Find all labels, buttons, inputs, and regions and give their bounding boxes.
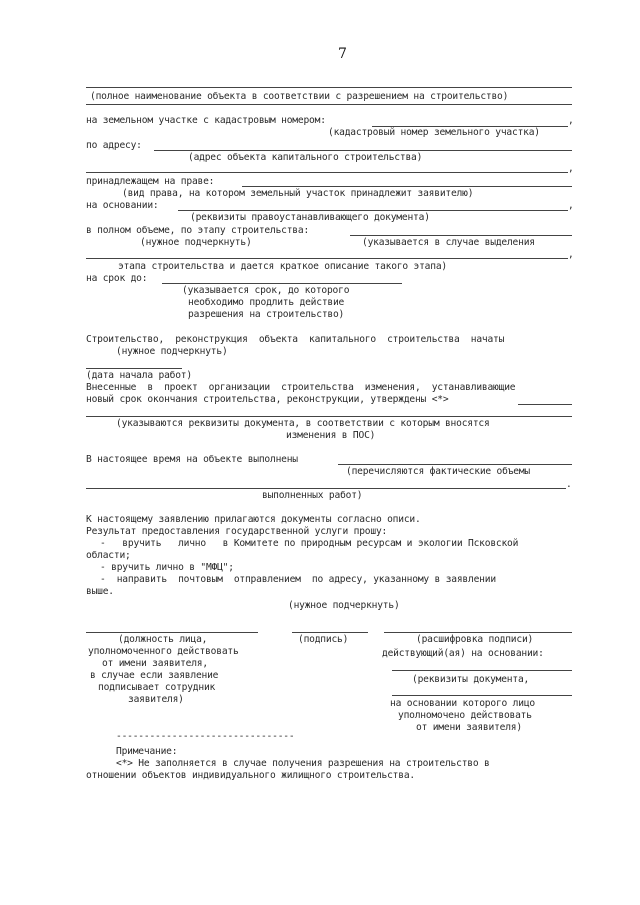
- address-field-2[interactable]: [86, 172, 568, 173]
- footnote-separator: --------------------------------: [116, 731, 295, 742]
- land-plot-label: на земельном участке с кадастровым номером:: [86, 115, 326, 126]
- basis-label: на основании:: [86, 200, 159, 211]
- current-works-dot: .: [566, 479, 572, 490]
- option-mfc[interactable]: - вручить лично в "МФЦ";: [100, 562, 234, 573]
- basis-comma: ,: [568, 200, 574, 211]
- result-label: Результат предоставления государственной услуги прошу:: [86, 526, 388, 537]
- start-date-field[interactable]: [86, 368, 182, 369]
- position-hint-1: (должность лица,: [118, 634, 208, 645]
- changes-hint-1: (указываются реквизиты документа, в соответствии с которым вносятся: [116, 418, 490, 429]
- footnote-line-2: отношении объектов индивидуального жилищного строительства.: [86, 770, 415, 781]
- land-comma: ,: [568, 115, 574, 126]
- basis-hint: (реквизиты правоустанавливающего документа): [190, 212, 430, 223]
- acting-basis-field[interactable]: [392, 670, 572, 671]
- term-hint-2: необходимо продлить действие: [188, 297, 345, 308]
- option-in-person-committee-cont: области;: [86, 550, 131, 561]
- object-name-hint: (полное наименование объекта в соответствии с разрешением на строительство): [90, 91, 509, 102]
- term-hint-1: (указывается срок, до которого: [182, 285, 350, 296]
- address-hint: (адрес объекта капитального строительства): [188, 152, 423, 163]
- option-mail-cont: выше.: [86, 586, 114, 597]
- signature-decode-hint: (расшифровка подписи): [416, 634, 534, 645]
- stage-hint-right: (указывается в случае выделения: [362, 237, 535, 248]
- current-works-hint-1: (перечисляются фактические объемы: [346, 466, 531, 477]
- signature-field[interactable]: [292, 632, 368, 633]
- term-hint-3: разрешения на строительство): [188, 309, 345, 320]
- changes-hint-2: изменения в ПОС): [286, 430, 376, 441]
- option-mail[interactable]: - направить почтовым отправлением по адресу, указанному в заявлении: [100, 574, 496, 585]
- address-label: по адресу:: [86, 140, 142, 151]
- footnote-line-1: <*> Не заполняется в случае получения разрешения на строительство в: [116, 758, 490, 769]
- changes-field-2[interactable]: [86, 416, 572, 417]
- current-works-field[interactable]: [338, 464, 572, 465]
- basis-field[interactable]: [178, 210, 568, 211]
- object-name-line-2[interactable]: [86, 104, 572, 105]
- changes-field[interactable]: [518, 404, 572, 405]
- object-name-line[interactable]: [86, 87, 572, 88]
- doc-hint: (реквизиты документа,: [412, 674, 530, 685]
- acting-basis-label: действующий(ая) на основании:: [382, 648, 544, 659]
- current-works-label: В настоящее время на объекте выполнены: [86, 454, 298, 465]
- footnote-title: Примечание:: [116, 746, 178, 757]
- doc-hint-3: уполномочено действовать: [398, 710, 532, 721]
- construction-started: Строительство, реконструкция объекта капитального строительства начаты: [86, 334, 505, 345]
- start-date-hint: (дата начала работ): [86, 370, 192, 381]
- address-field[interactable]: [154, 150, 572, 151]
- right-label: принадлежащем на праве:: [86, 176, 215, 187]
- stage-hint-cont: этапа строительства и дается краткое описание такого этапа): [118, 261, 447, 272]
- term-label: на срок до:: [86, 273, 148, 284]
- doc-hint-2: на основании которого лицо: [390, 698, 535, 709]
- options-hint: (нужное подчеркнуть): [288, 600, 400, 611]
- acting-basis-field-2[interactable]: [392, 695, 572, 696]
- cadastral-number-hint: (кадастровый номер земельного участка): [328, 127, 540, 138]
- position-hint-4: в случае если заявление: [90, 670, 219, 681]
- current-works-field-2[interactable]: [86, 488, 566, 489]
- current-works-hint-2: выполненных работ): [262, 490, 363, 501]
- attachments-line: К настоящему заявлению прилагаются документы согласно описи.: [86, 514, 421, 525]
- stage-field[interactable]: [350, 235, 572, 236]
- right-hint: (вид права, на котором земельный участок принадлежит заявителю): [122, 188, 474, 199]
- position-hint-2: уполномоченного действовать: [88, 646, 239, 657]
- position-field[interactable]: [86, 632, 258, 633]
- page-number: 7: [338, 46, 347, 62]
- construction-hint: (нужное подчеркнуть): [116, 346, 228, 357]
- position-hint-6: заявителя): [128, 694, 184, 705]
- doc-hint-4: от имени заявителя): [416, 722, 522, 733]
- address-comma: ,: [568, 163, 574, 174]
- option-in-person-committee[interactable]: - вручить лично в Комитете по природным ресурсам и экологии Псковской: [100, 538, 519, 549]
- term-field[interactable]: [162, 283, 402, 284]
- right-field[interactable]: [242, 186, 572, 187]
- position-hint-5: подписывает сотрудник: [98, 682, 216, 693]
- stage-label: в полном объеме, по этапу строительства:: [86, 225, 310, 236]
- changes-line-1: Внесенные в проект организации строительства изменения, устанавливающие: [86, 382, 516, 393]
- changes-line-2: новый срок окончания строительства, реконструкции, утверждены <*>: [86, 394, 449, 405]
- signature-decode-field[interactable]: [384, 632, 572, 633]
- signature-hint: (подпись): [298, 634, 349, 645]
- position-hint-3: от имени заявителя,: [102, 658, 208, 669]
- stage-hint-left: (нужное подчеркнуть): [140, 237, 252, 248]
- stage-field-2[interactable]: [86, 258, 568, 259]
- stage-comma: ,: [568, 249, 574, 260]
